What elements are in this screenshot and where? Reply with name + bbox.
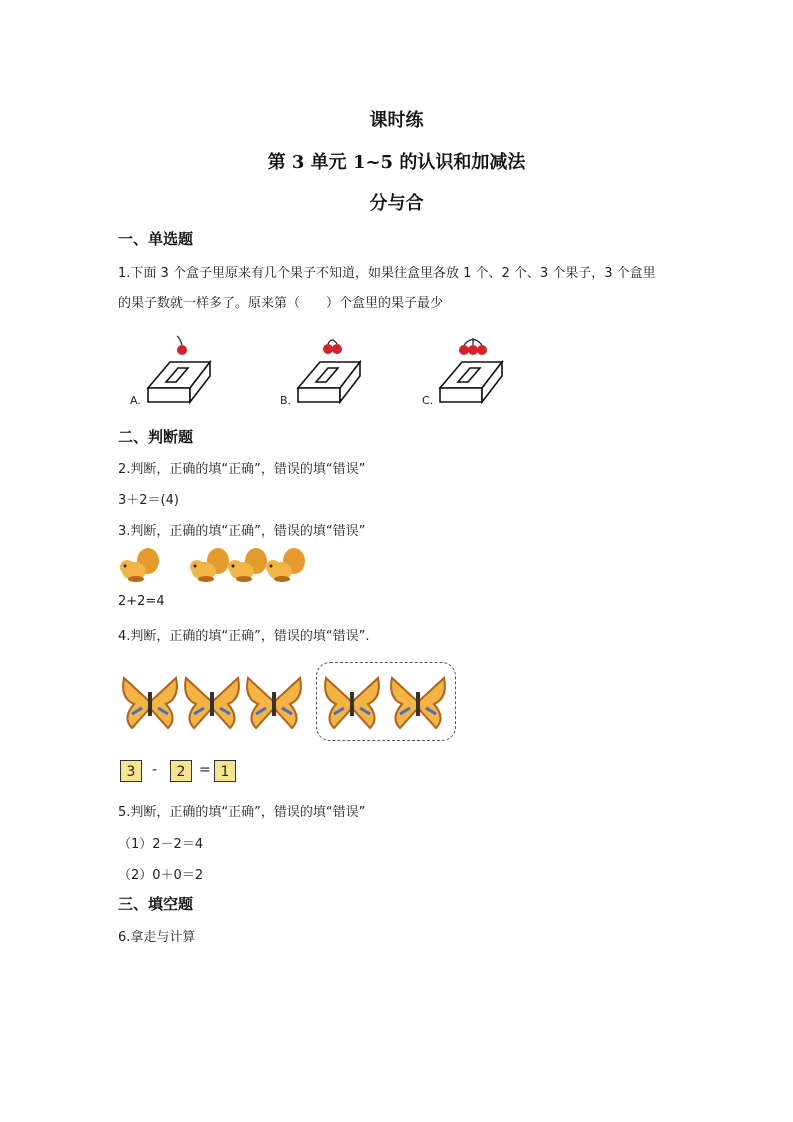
butterfly-group bbox=[118, 660, 463, 745]
butterfly-image bbox=[244, 674, 304, 730]
q4-prompt: 4.判断，正确的填“正确”，错误的填“错误”. bbox=[118, 629, 370, 644]
equation-minus-sign: - bbox=[152, 762, 158, 778]
page-title: 课时练 bbox=[369, 110, 424, 131]
q2-equation: 3＋2＝(4) bbox=[118, 493, 179, 508]
q1-text-line2: 的果子数就一样多了。原来第（ ）个盒里的果子最少 bbox=[118, 296, 444, 311]
equation-equals-sign: = bbox=[199, 762, 211, 778]
q2-prompt: 2.判断，正确的填“正确”，错误的填“错误” bbox=[118, 462, 366, 477]
squirrel-group bbox=[118, 545, 318, 585]
q1-text-line1: 1.下面 3 个盒子里原来有几个果子不知道，如果往盒里各放 1 个、2 个、3 个果子，3 个盒里 bbox=[118, 266, 656, 281]
q3-equation: 2+2=4 bbox=[118, 594, 165, 609]
butterfly-image bbox=[322, 674, 382, 730]
section-heading-true-false: 二、判断题 bbox=[118, 428, 194, 446]
butterfly-image bbox=[120, 674, 180, 730]
section-heading-single-choice: 一、单选题 bbox=[118, 230, 194, 248]
q6-prompt: 6.拿走与计算 bbox=[118, 930, 196, 945]
lesson-title: 分与合 bbox=[369, 193, 424, 214]
equation-box-minuend: 3 bbox=[120, 760, 142, 782]
squirrel-image bbox=[264, 545, 308, 585]
unit-title: 第 3 单元 1~5 的认识和加减法 bbox=[267, 152, 526, 173]
equation-box-subtrahend: 2 bbox=[170, 760, 192, 782]
box-three-fruits-image bbox=[436, 330, 506, 408]
option-a-label[interactable]: A. bbox=[130, 394, 141, 407]
option-b-label[interactable]: B. bbox=[280, 394, 292, 407]
q3-prompt: 3.判断，正确的填“正确”，错误的填“错误” bbox=[118, 524, 366, 539]
equation-box-difference: 1 bbox=[214, 760, 236, 782]
section-heading-fill-blank: 三、填空题 bbox=[118, 895, 194, 913]
box-two-fruits-image bbox=[294, 330, 364, 408]
butterfly-image bbox=[182, 674, 242, 730]
squirrel-image bbox=[118, 545, 162, 585]
q5-item2: （2）0＋0＝2 bbox=[118, 868, 204, 883]
q5-item1: （1）2－2＝4 bbox=[118, 837, 204, 852]
box-one-fruit-image bbox=[144, 330, 214, 408]
q5-prompt: 5.判断，正确的填“正确”，错误的填“错误” bbox=[118, 805, 366, 820]
butterfly-image bbox=[388, 674, 448, 730]
q1-options bbox=[128, 330, 528, 410]
option-c-label[interactable]: C. bbox=[422, 394, 434, 407]
